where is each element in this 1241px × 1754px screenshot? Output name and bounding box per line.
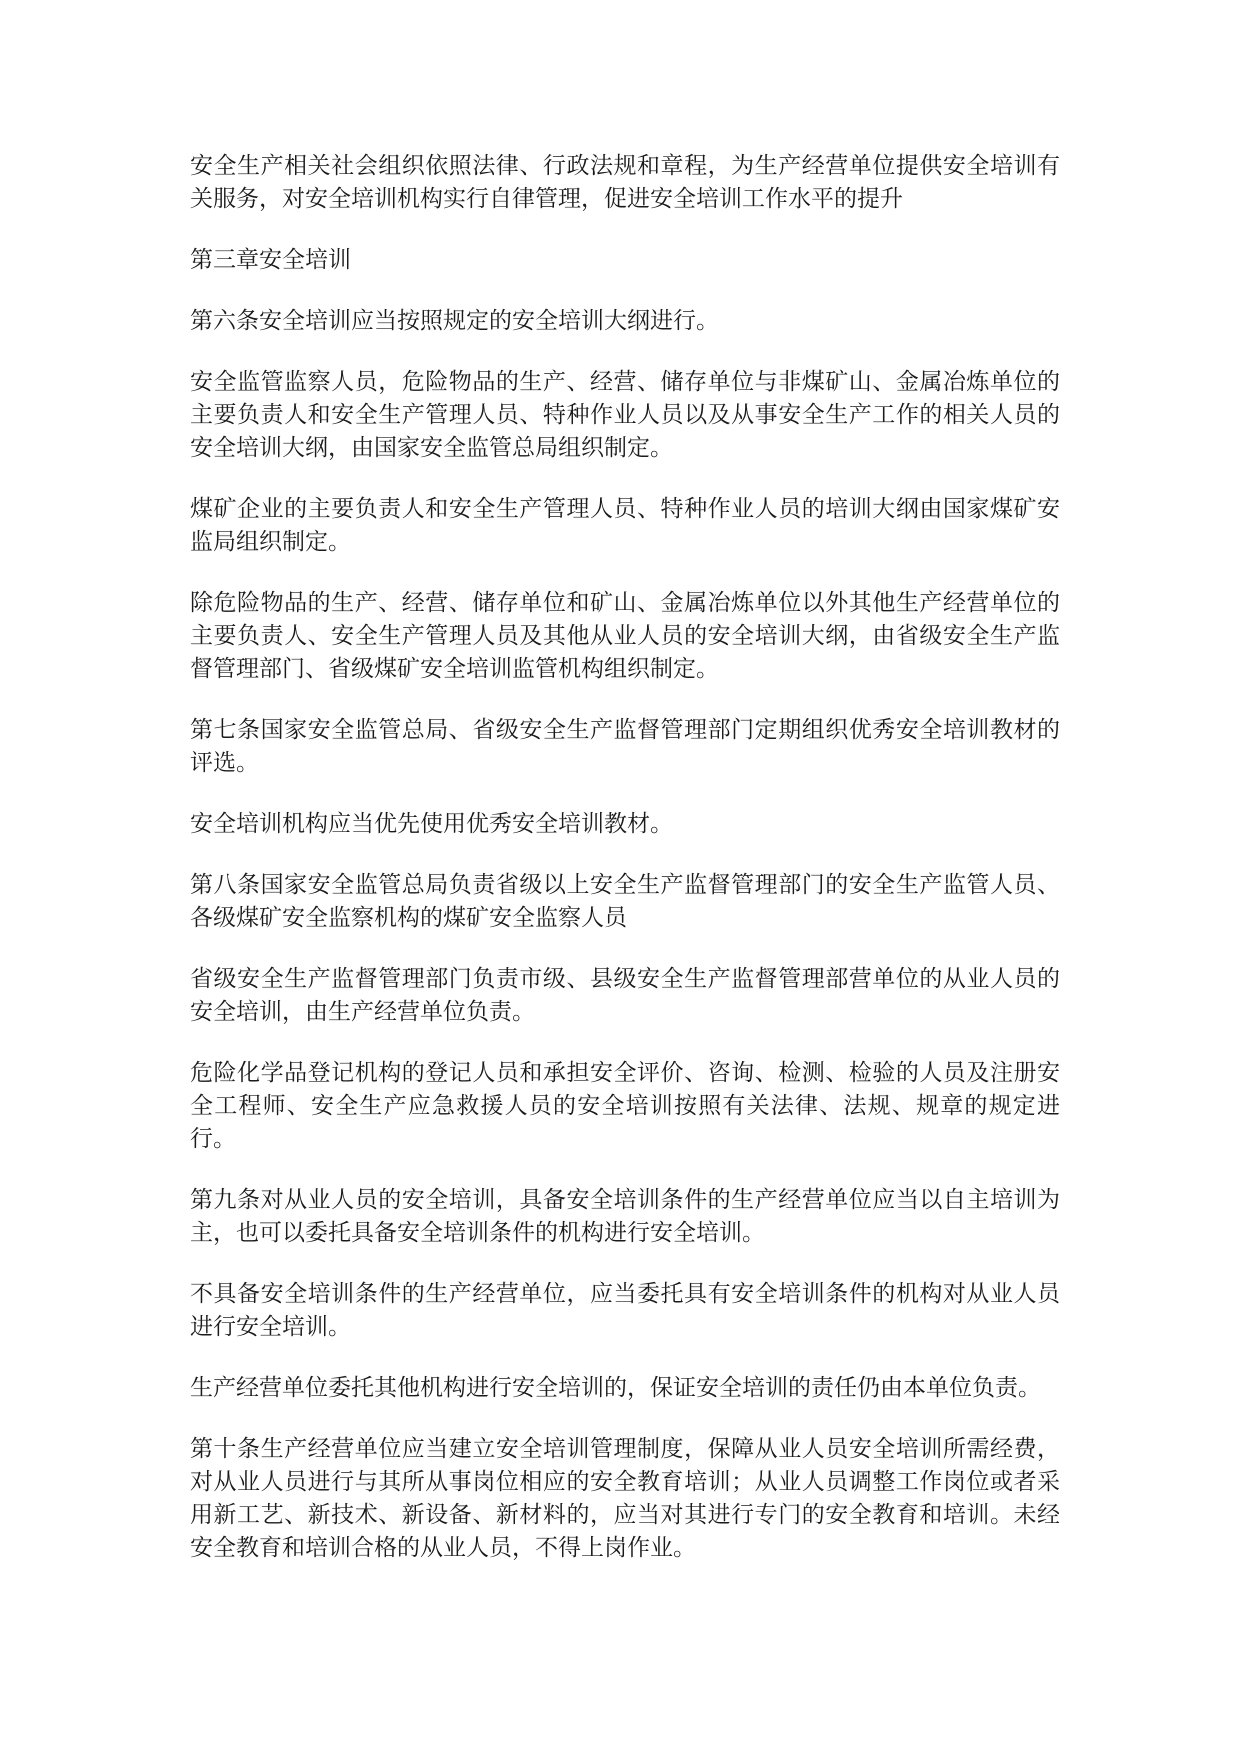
paragraph-hazardous-chemicals: 危险化学品登记机构的登记人员和承担安全评价、咨询、检测、检验的人员及注册安全工程师、安全生产应急救援人员的安全培训按照有关法律、法规、规章的规定进行。 [190, 1060, 1060, 1152]
paragraph-other-units-outline: 除危险物品的生产、经营、储存单位和矿山、金属冶炼单位以外其他生产经营单位的主要负责人、安全生产管理人员及其他从业人员的安全培训大纲，由省级安全生产监督管理部门、省级煤矿安全培训监管机构组织制定。 [190, 590, 1060, 682]
article-7: 第七条国家安全监管总局、省级安全生产监督管理部门定期组织优秀安全培训教材的评选。 [190, 717, 1060, 776]
paragraph-training-materials: 安全培训机构应当优先使用优秀安全培训教材。 [190, 811, 673, 837]
paragraph-entrust-training: 不具备安全培训条件的生产经营单位，应当委托具有安全培训条件的机构对从业人员进行安全培训。 [190, 1281, 1060, 1340]
paragraph-supervision-outline: 安全监管监察人员，危险物品的生产、经营、储存单位与非煤矿山、金属冶炼单位的主要负责人和安全生产管理人员、特种作业人员以及从事安全生产工作的相关人员的安全培训大纲，由国家安全监管总局组织制定。 [190, 369, 1060, 461]
document-body [190, 150, 1060, 1593]
article-8: 第八条国家安全监管总局负责省级以上安全生产监督管理部门的安全生产监管人员、各级煤矿安全监察机构的煤矿安全监察人员 [190, 872, 1060, 931]
article-6: 第六条安全培训应当按照规定的安全培训大纲进行。 [190, 308, 719, 334]
chapter-heading: 第三章安全培训 [190, 247, 351, 273]
paragraph-responsibility: 生产经营单位委托其他机构进行安全培训的，保证安全培训的责任仍由本单位负责。 [190, 1375, 1041, 1401]
paragraph-social-organizations: 安全生产相关社会组织依照法律、行政法规和章程，为生产经营单位提供安全培训有关服务，对安全培训机构实行自律管理，促进安全培训工作水平的提升 [190, 153, 1060, 212]
article-9: 第九条对从业人员的安全培训，具备安全培训条件的生产经营单位应当以自主培训为主，也可以委托具备安全培训条件的机构进行安全培训。 [190, 1187, 1060, 1246]
paragraph-coal-outline: 煤矿企业的主要负责人和安全生产管理人员、特种作业人员的培训大纲由国家煤矿安监局组织制定。 [190, 496, 1060, 555]
article-10: 第十条生产经营单位应当建立安全培训管理制度，保障从业人员安全培训所需经费，对从业人员进行与其所从事岗位相应的安全教育培训；从业人员调整工作岗位或者采用新工艺、新技术、新设备、新材料的，应当对其进行专门的安全教育和培训。未经安全教育和培训合格的从业人员，不得上岗作业。 [190, 1436, 1060, 1561]
paragraph-provincial-duties: 省级安全生产监督管理部门负责市级、县级安全生产监督管理部营单位的从业人员的安全培训，由生产经营单位负责。 [190, 966, 1060, 1025]
